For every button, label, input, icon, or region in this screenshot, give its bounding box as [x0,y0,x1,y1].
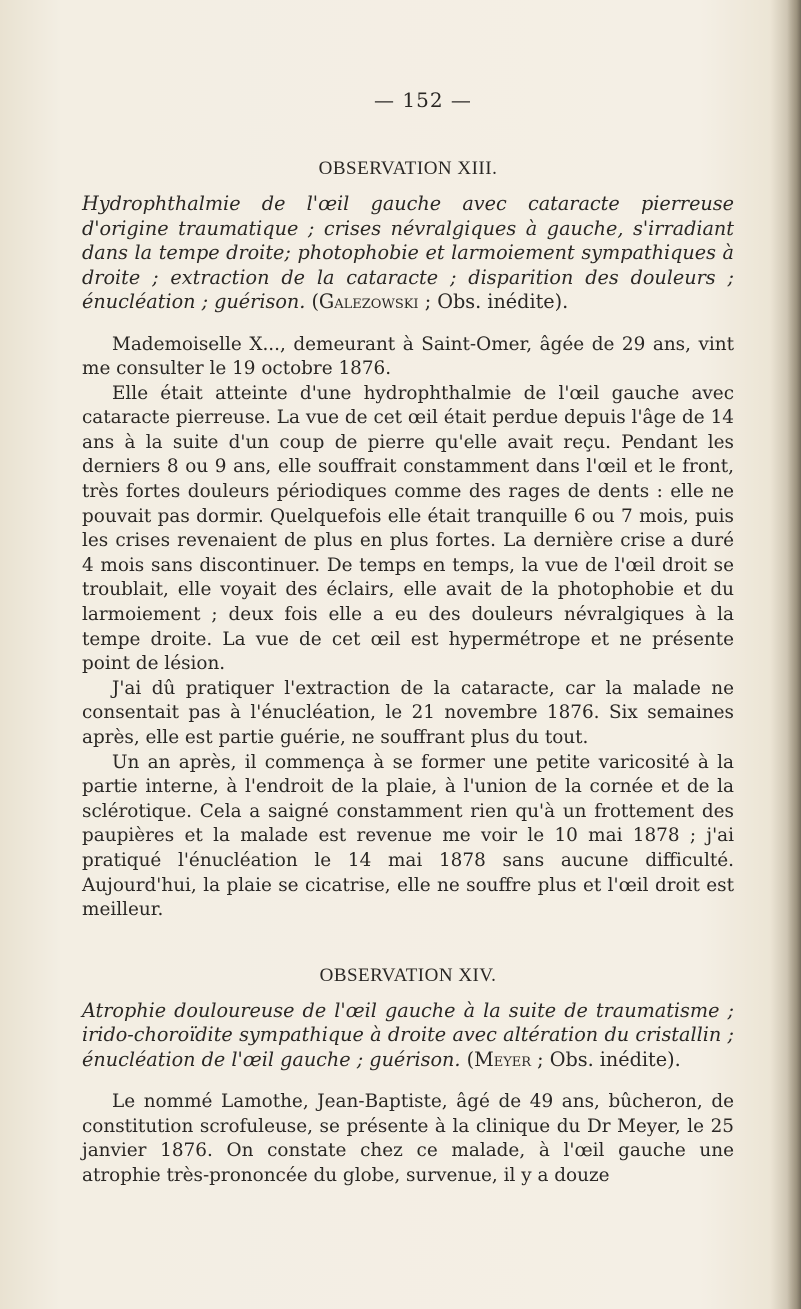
summary-author: (Meyer [466,1047,532,1071]
paragraph: Elle était atteinte d'une hydrophthalmie de l'œil gauche avec cataracte pierreuse. La vue de cet œil était perdue depuis l'âge de 14 ans à la suite d'un coup de pierre qu'elle avait reçu. Pendant les derniers 8 ou 9 ans, elle souffrait constamment dans l'œil et le front, très fortes douleurs périodiques comme des rages de dents : elle ne pouvait pas dormir. Quelquefois elle était tranquille 6 ou 7 mois, puis les crises revenaient de plus en plus fortes. La dernière crise a duré 4 mois sans discontinuer. De temps en temps, la vue de l'œil droit se troublait, elle voyait des éclairs, elle avait de la photophobie et du larmoiement ; deux fois elle a eu des douleurs névralgiques à la tempe droite. La vue de cet œil est hypermétrope et ne présente point de lésion. [82,382,734,675]
paragraph: J'ai dû pratiquer l'extraction de la cataracte, car la malade ne consentait pas à l'énucléation, le 21 novembre 1876. Six semaines après, elle est partie guérie, ne souffrant plus du tout. [82,677,734,748]
observation-title: OBSERVATION XIII. [318,158,498,179]
summary-source: ; Obs. inédite). [424,290,569,313]
summary-author: (Galezowski [311,290,419,313]
observation-14 [82,965,734,1189]
page-number: — 152 — [374,88,472,112]
summary-source: ; Obs. inédite). [537,1047,681,1071]
observation-summary [82,999,734,1073]
paragraph: Mademoiselle X..., demeurant à Saint-Omer, âgée de 29 ans, vint me consulter le 19 octobre 1876. [82,333,734,380]
summary-text: Atrophie douloureuse de l'œil gauche à la suite de traumatisme ; irido-choroïdite sympathique à droite avec altération du cristallin ; énucléation de l'œil gauche ; guérison. [82,998,734,1071]
observation-13 [82,158,734,923]
page-edge-shadow [787,0,801,1309]
paragraph: Un an après, il commença à se former une petite varicosité à la partie interne, à l'endroit de la plaie, à l'union de la cornée et de la sclérotique. Cela a saigné constamment rien qu'à un frottement des paupières et la malade est revenue me voir le 10 mai 1878 ; j'ai pratiqué l'énucléation le 14 mai 1878 sans aucune difficulté. Aujourd'hui, la plaie se cicatrise, elle ne souffre plus et l'œil droit est meilleur. [82,751,734,921]
page-content [82,88,734,1189]
summary-text: Hydrophthalmie de l'œil gauche avec cataracte pierreuse d'origine traumatique ; crises névralgiques à gauche, s'irradiant dans la tempe droite; photophobie et larmoiement sympathiques à droite ; extraction de la cataracte ; disparition des douleurs ; énucléation ; guérison. [82,192,734,313]
observation-title: OBSERVATION XIV. [319,964,497,986]
paragraph: Le nommé Lamothe, Jean-Baptiste, âgé de 49 ans, bûcheron, de constitution scrofuleuse, se présente à la clinique du Dr Meyer, le 25 janvier 1876. On constate chez ce malade, à l'œil gauche une atrophie très-prononcée du globe, survenue, il y a douze [82,1091,734,1187]
observation-summary [82,192,734,315]
section-gap [82,923,734,965]
